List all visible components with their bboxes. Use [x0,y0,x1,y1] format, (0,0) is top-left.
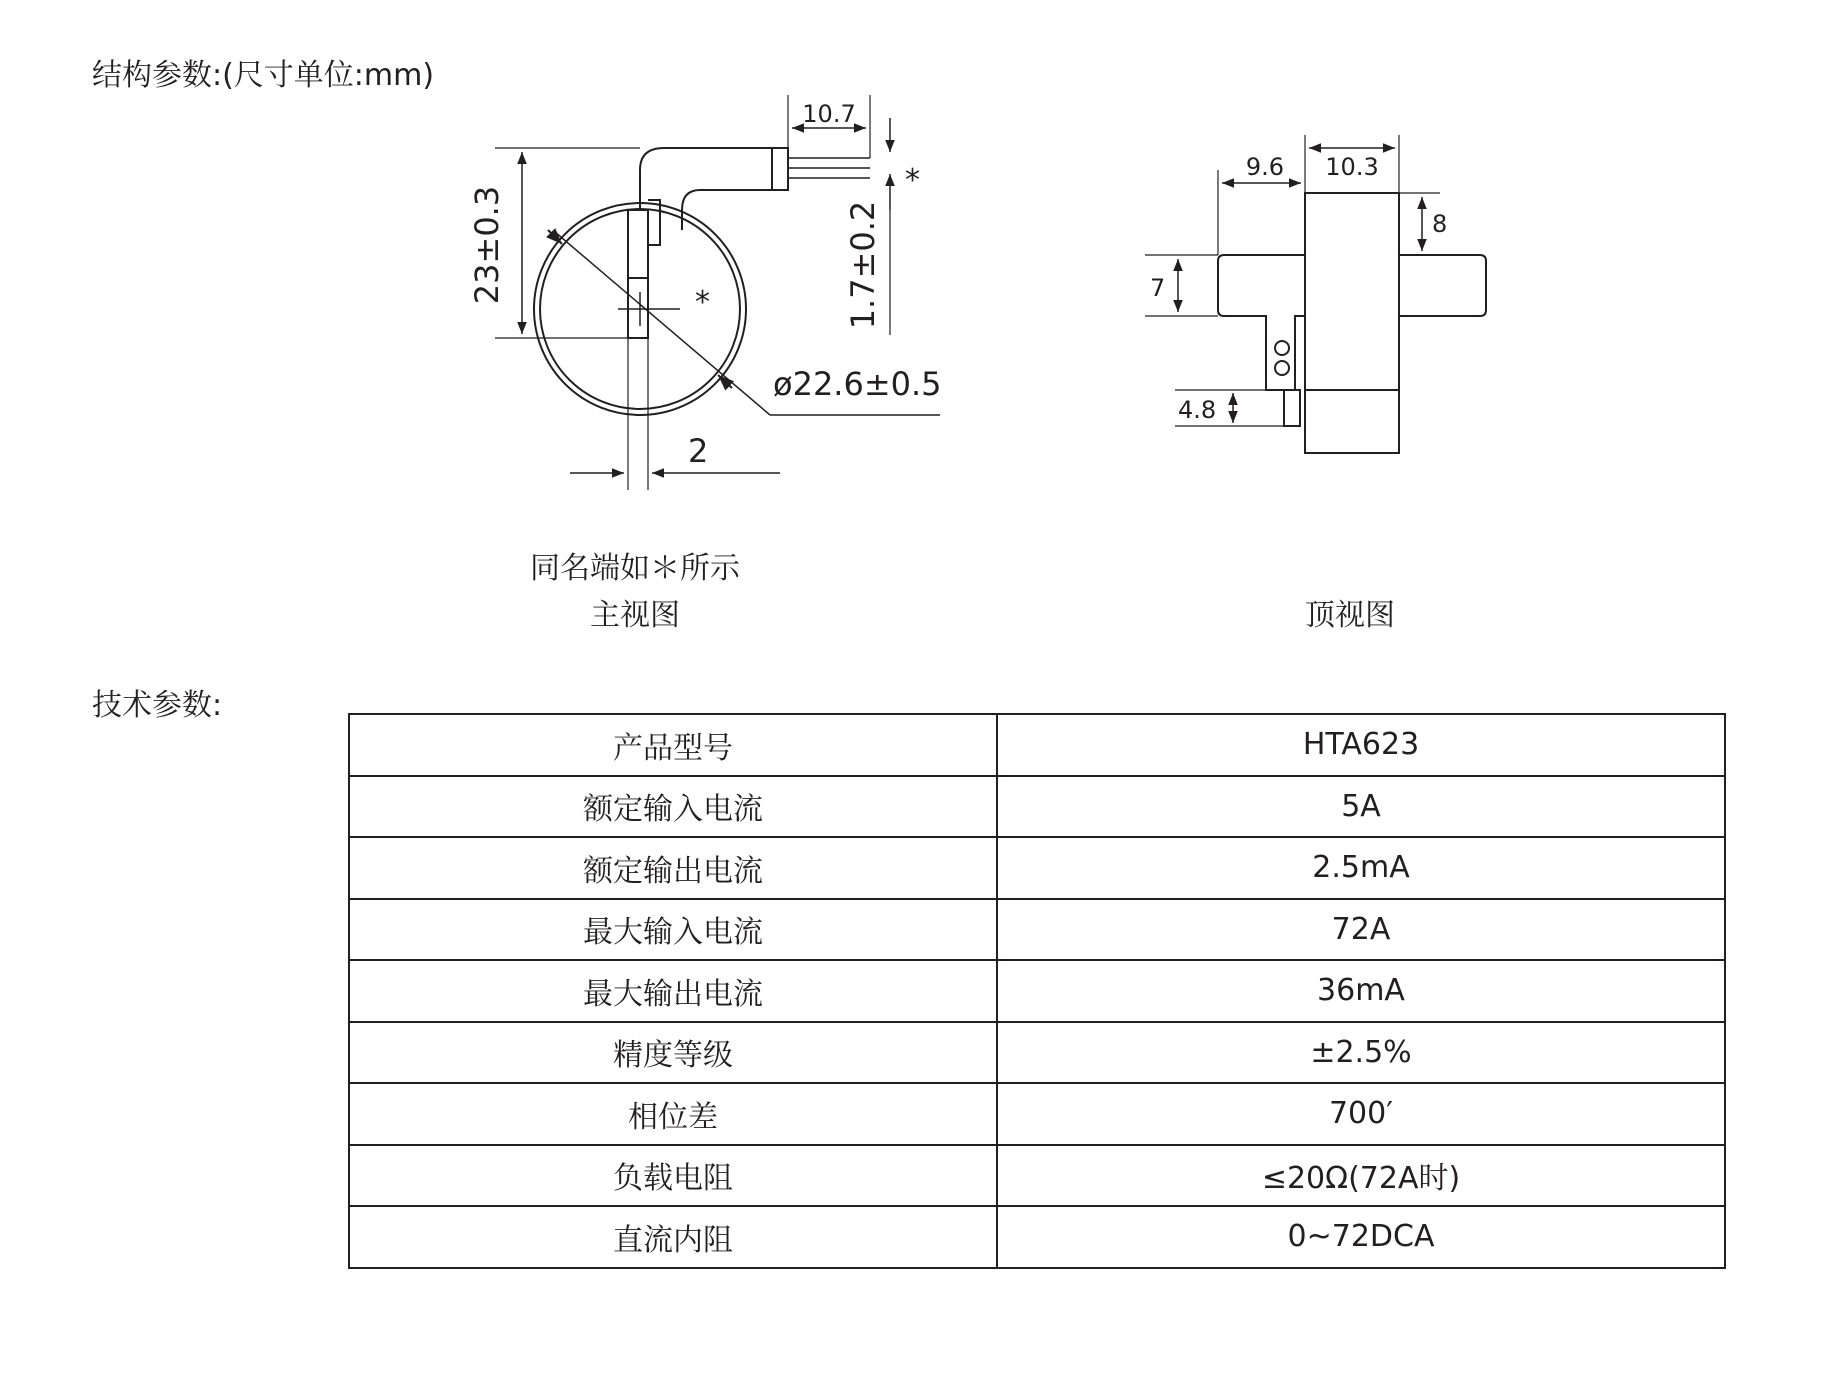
spec-value: 72A [997,899,1725,961]
spec-value: ≤20Ω(72A时) [997,1145,1725,1207]
lead-connector [772,148,788,190]
table-row [349,1083,1725,1145]
table-row [349,1206,1725,1268]
spec-value: 700′ [997,1083,1725,1145]
spec-label: 相位差 [349,1083,997,1145]
top-body [1305,193,1399,453]
dim-body-label: 10.3 [1325,153,1379,181]
table-row [349,899,1725,961]
spec-label: 额定输入电流 [349,776,997,838]
spec-value: 36mA [997,960,1725,1022]
table-row [349,776,1725,838]
dim-left-tab-label: 7 [1150,274,1166,302]
spec-value: 0~72DCA [997,1206,1725,1268]
spec-label: 最大输出电流 [349,960,997,1022]
table-row [349,714,1725,776]
spec-value: ±2.5% [997,1022,1725,1084]
coil-terminal-block [628,210,648,338]
spec-value: HTA623 [997,714,1725,776]
spec-table [348,713,1726,1269]
dim-diameter-label: ø22.6±0.5 [773,365,942,403]
polarity-mark-coil: * [695,285,710,320]
dim-right-tab-label: 8 [1432,210,1448,238]
dim-pin-label: 4.8 [1178,396,1217,424]
spec-label: 精度等级 [349,1022,997,1084]
front-view-caption: 主视图 [590,598,680,633]
spec-label: 最大输入电流 [349,899,997,961]
polarity-note: 同名端如＊所示 [530,551,740,586]
table-row [349,1022,1725,1084]
polarity-mark-lead: * [905,163,920,198]
table-row [349,960,1725,1022]
top-pin [1284,390,1300,426]
spec-label: 直流内阻 [349,1206,997,1268]
spec-value: 2.5mA [997,837,1725,899]
spec-value: 5A [997,776,1725,838]
table-row [349,837,1725,899]
diameter-leader [555,232,770,415]
spec-label: 额定输出电流 [349,837,997,899]
dim-lead-pitch-label: 1.7±0.2 [844,200,882,330]
table-row [349,1145,1725,1207]
top-view-caption: 顶视图 [1305,598,1395,633]
spec-label: 产品型号 [349,714,997,776]
technical-parameters-heading: 技术参数: [92,688,223,723]
dim-left-label: 9.6 [1245,153,1285,181]
dim-height-label: 23±0.3 [468,185,506,305]
dim-top-width-label: 10.7 [802,100,856,128]
top-left-tab [1218,255,1305,390]
structure-parameters-heading: 结构参数:(尺寸单位:mm) [92,58,435,93]
lead-bend [640,148,788,230]
top-right-tab [1399,255,1486,316]
dim-thickness-label: 2 [688,432,709,470]
spec-label: 负载电阻 [349,1145,997,1207]
